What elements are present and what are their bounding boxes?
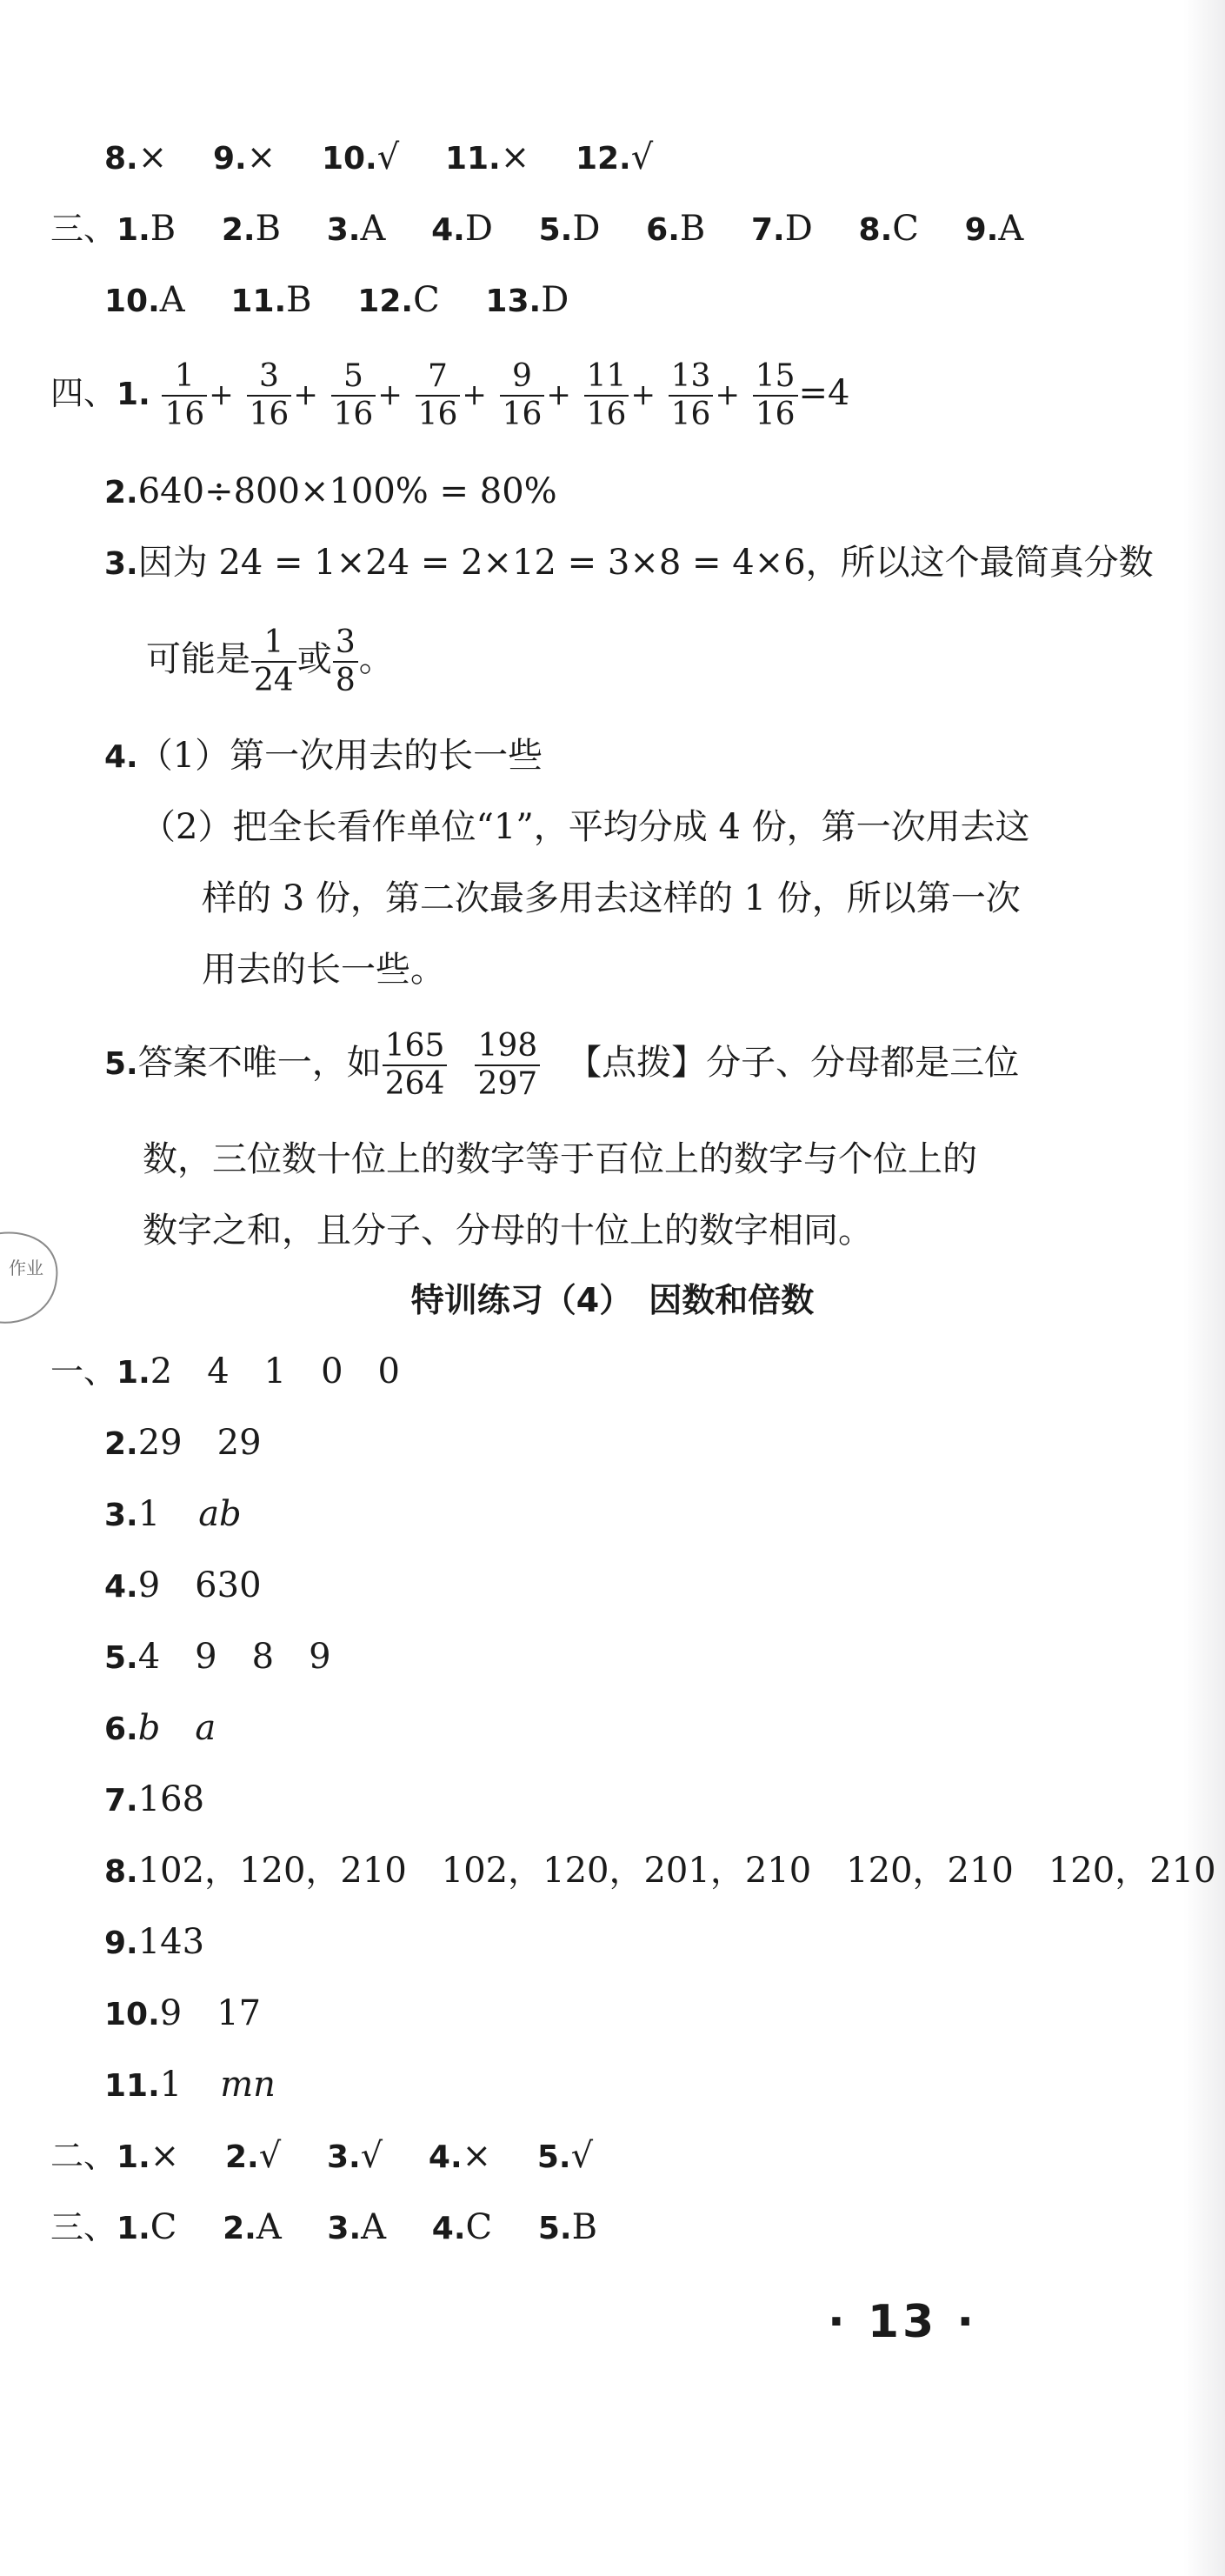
answer-row-si-3-cont: [146, 616, 394, 703]
answer: 样的 3 份，第二次最多用去这样的 1 份，所以第一次: [202, 878, 1021, 918]
answer-row-san-2: [104, 277, 569, 325]
item-number: 9.: [212, 141, 247, 177]
answer-row-yi-3: [104, 1491, 242, 1539]
section-label: 二、: [50, 2137, 117, 2175]
answer: C: [892, 209, 919, 249]
item-number: 4.: [104, 739, 138, 775]
fraction: $\frac{1}{16}$: [162, 358, 207, 433]
item-number: 2.: [221, 212, 256, 248]
fraction: $\frac{9}{16}$: [500, 358, 545, 433]
answer: C: [465, 2207, 493, 2247]
item-number: 9.: [104, 1925, 138, 1961]
answer-text: 可能是: [146, 639, 250, 679]
answer: 102，120，210 102，120，201，210 120，210 120，210: [137, 1851, 1216, 1891]
item-number: 4.: [104, 1569, 138, 1605]
answer-row-si-4-3: [202, 875, 1021, 922]
answer: C: [150, 2207, 177, 2247]
answer-row-yi-7: [104, 1776, 204, 1825]
item-number: 3.: [326, 2139, 361, 2175]
answer: A: [998, 209, 1024, 249]
item-number: 2.: [104, 1426, 138, 1462]
answer-row-prev-tail: [104, 134, 653, 183]
item-number: 8.: [104, 1854, 138, 1890]
answer-row-er: [50, 2132, 593, 2181]
fraction: $\frac{7}{16}$: [416, 358, 461, 433]
fraction: $\frac{198}{297}$: [475, 1028, 540, 1103]
item-number: 8.: [104, 141, 138, 177]
answer-row-yi-6: [104, 1705, 216, 1753]
answer: ×: [150, 2136, 180, 2176]
answer: 168: [137, 1779, 205, 1819]
item-number: 5.: [536, 2139, 571, 2175]
section-label: 三、: [50, 2208, 117, 2246]
item-number: 1.: [117, 2139, 150, 2175]
section-label: 四、: [50, 374, 117, 412]
answer: 640÷800×100% = 80%: [137, 471, 557, 511]
answer: 因为 24 = 1×24 = 2×12 = 3×8 = 4×6，所以这个最简真分数: [137, 543, 1154, 583]
answer: 143: [137, 1922, 205, 1962]
item-number: 7.: [104, 1783, 138, 1819]
answer: D: [541, 280, 569, 320]
answer: √: [376, 137, 400, 177]
answer-row-san-1: [50, 205, 1023, 254]
item-number: 4.: [428, 2139, 463, 2175]
item-number: 10.: [104, 284, 160, 319]
fraction: $\frac{11}{16}$: [584, 358, 629, 433]
answer: 数，三位数十位上的数字等于百位上的数字与个位上的: [143, 1139, 977, 1179]
answer-row-yi-9: [104, 1919, 204, 1967]
item-number: 4.: [431, 212, 465, 248]
answer: D: [464, 209, 493, 249]
answer-row-yi-2: [104, 1419, 262, 1468]
equation-result: =4: [798, 373, 850, 413]
answer-row-yi-8: [104, 1847, 1216, 1896]
answer: 9 17: [159, 1993, 262, 2033]
fraction: $\frac{1}{24}$: [251, 624, 296, 699]
item-number: 2.: [104, 475, 138, 511]
item-number: 12.: [357, 284, 414, 319]
answer: （2）把全长看作单位“1”，平均分成 4 份，第一次用去这: [141, 807, 1030, 847]
item-number: 5.: [104, 1640, 138, 1676]
answer: 4 9 8 9: [137, 1637, 331, 1677]
item-number: 6.: [646, 212, 680, 248]
answer-row-si-4-4: [202, 946, 445, 993]
answer: B: [286, 280, 312, 320]
answer-variable: mn: [220, 2065, 276, 2105]
fraction: $\frac{15}{16}$: [753, 358, 798, 433]
section-label: 一、: [50, 1352, 117, 1391]
item-number: 13.: [485, 284, 542, 319]
item-number: 3.: [104, 1498, 138, 1533]
answer: A: [361, 2207, 387, 2247]
item-number: 1.: [117, 377, 150, 412]
answer-text: 。: [358, 639, 394, 679]
answer: √: [360, 2136, 383, 2176]
answer: A: [360, 209, 386, 249]
answer: D: [784, 209, 813, 249]
item-number: 11.: [230, 284, 287, 319]
answer-row-san-final: [50, 2204, 597, 2252]
fraction: $\frac{5}{16}$: [331, 358, 376, 433]
answer: ×: [246, 137, 276, 177]
answer-row-yi-1: [50, 1348, 400, 1397]
answer: C: [413, 280, 440, 320]
item-number: 7.: [751, 212, 785, 248]
item-number: 12.: [575, 141, 631, 177]
answer-row-yi-11: [104, 2061, 276, 2110]
answer: B: [150, 209, 176, 249]
hint-text: 【点拨】分子、分母都是三位: [567, 1043, 1020, 1083]
answer: 2 4 1 0 0: [150, 1351, 400, 1391]
item-number: 5.: [538, 212, 573, 248]
item-number: 9.: [964, 212, 999, 248]
answer: 数字之和，且分子、分母的十位上的数字相同。: [143, 1211, 873, 1251]
answer: ×: [500, 137, 530, 177]
section-label: 三、: [50, 210, 117, 248]
item-number: 1.: [117, 212, 150, 248]
fraction: $\frac{13}{16}$: [669, 358, 714, 433]
answer-row-si-3: [104, 539, 1154, 588]
answer: B: [571, 2207, 597, 2247]
item-number: 11.: [104, 2068, 160, 2104]
answer-row-si-5-2: [143, 1136, 977, 1183]
answer-row-si-4: [104, 732, 543, 781]
item-number: 1.: [117, 1355, 150, 1391]
item-number: 3.: [104, 546, 138, 582]
answer-variable: ab: [198, 1494, 242, 1534]
answer: A: [159, 280, 185, 320]
item-number: 3.: [327, 2211, 362, 2246]
item-number: 11.: [444, 141, 501, 177]
svg-text:作业: 作业: [9, 1258, 43, 1278]
answer: ×: [462, 2136, 492, 2176]
item-number: 4.: [431, 2211, 466, 2246]
item-number: 2.: [224, 2139, 259, 2175]
answer: B: [679, 209, 706, 249]
answer-row-si-2: [104, 468, 557, 517]
item-number: 1.: [117, 2211, 150, 2246]
item-number: 5.: [104, 1046, 138, 1082]
answer: √: [630, 137, 654, 177]
answer: √: [570, 2136, 594, 2176]
answer: 9 630: [137, 1565, 262, 1605]
section-title: 特训练习（4） 因数和倍数: [410, 1281, 815, 1319]
item-number: 5.: [537, 2211, 572, 2246]
answer-row-si-4-2: [141, 804, 1030, 851]
answer: 1: [159, 2065, 183, 2105]
answer: 29 29: [137, 1423, 262, 1463]
item-number: 6.: [104, 1712, 138, 1747]
answer: B: [255, 209, 282, 249]
page-number: · 13 ·: [828, 2296, 978, 2348]
item-number: 3.: [326, 212, 361, 248]
answer-variable: b a: [137, 1708, 216, 1748]
fraction: $\frac{165}{264}$: [383, 1028, 448, 1103]
answer-row-yi-5: [104, 1633, 331, 1682]
answer: D: [572, 209, 601, 249]
answer-text: 答案不唯一，如: [137, 1043, 382, 1083]
answer: 1: [137, 1494, 161, 1534]
answer: （1）第一次用去的长一些: [137, 736, 543, 776]
answer-row-si-1: 四、1. $\frac{1}{16}$ + $\frac{3}{16}$ + $\frac{5}{16}$ + $\frac{7}{16}$ + $\frac{9}{16}$ + $\frac{11}{16}$ + $\frac{13}{16}$ + $\frac{15}{16}$ =4: [50, 358, 850, 432]
item-number: 10.: [321, 141, 377, 177]
item-number: 2.: [223, 2211, 256, 2246]
answer-row-yi-10: [104, 1990, 261, 2039]
item-number: 8.: [858, 212, 893, 248]
fraction: $\frac{3}{8}$: [333, 624, 358, 699]
answer-text: 或: [296, 639, 332, 679]
item-number: 10.: [104, 1997, 160, 2032]
answer-row-yi-4: [104, 1562, 262, 1611]
answer: √: [258, 2136, 282, 2176]
answer: 用去的长一些。: [202, 950, 445, 990]
answer-row-si-5-3: [143, 1207, 873, 1254]
answer-row-si-5: [104, 1019, 1019, 1108]
answer: ×: [137, 137, 168, 177]
answer: A: [256, 2207, 282, 2247]
fraction: $\frac{3}{16}$: [247, 358, 292, 433]
